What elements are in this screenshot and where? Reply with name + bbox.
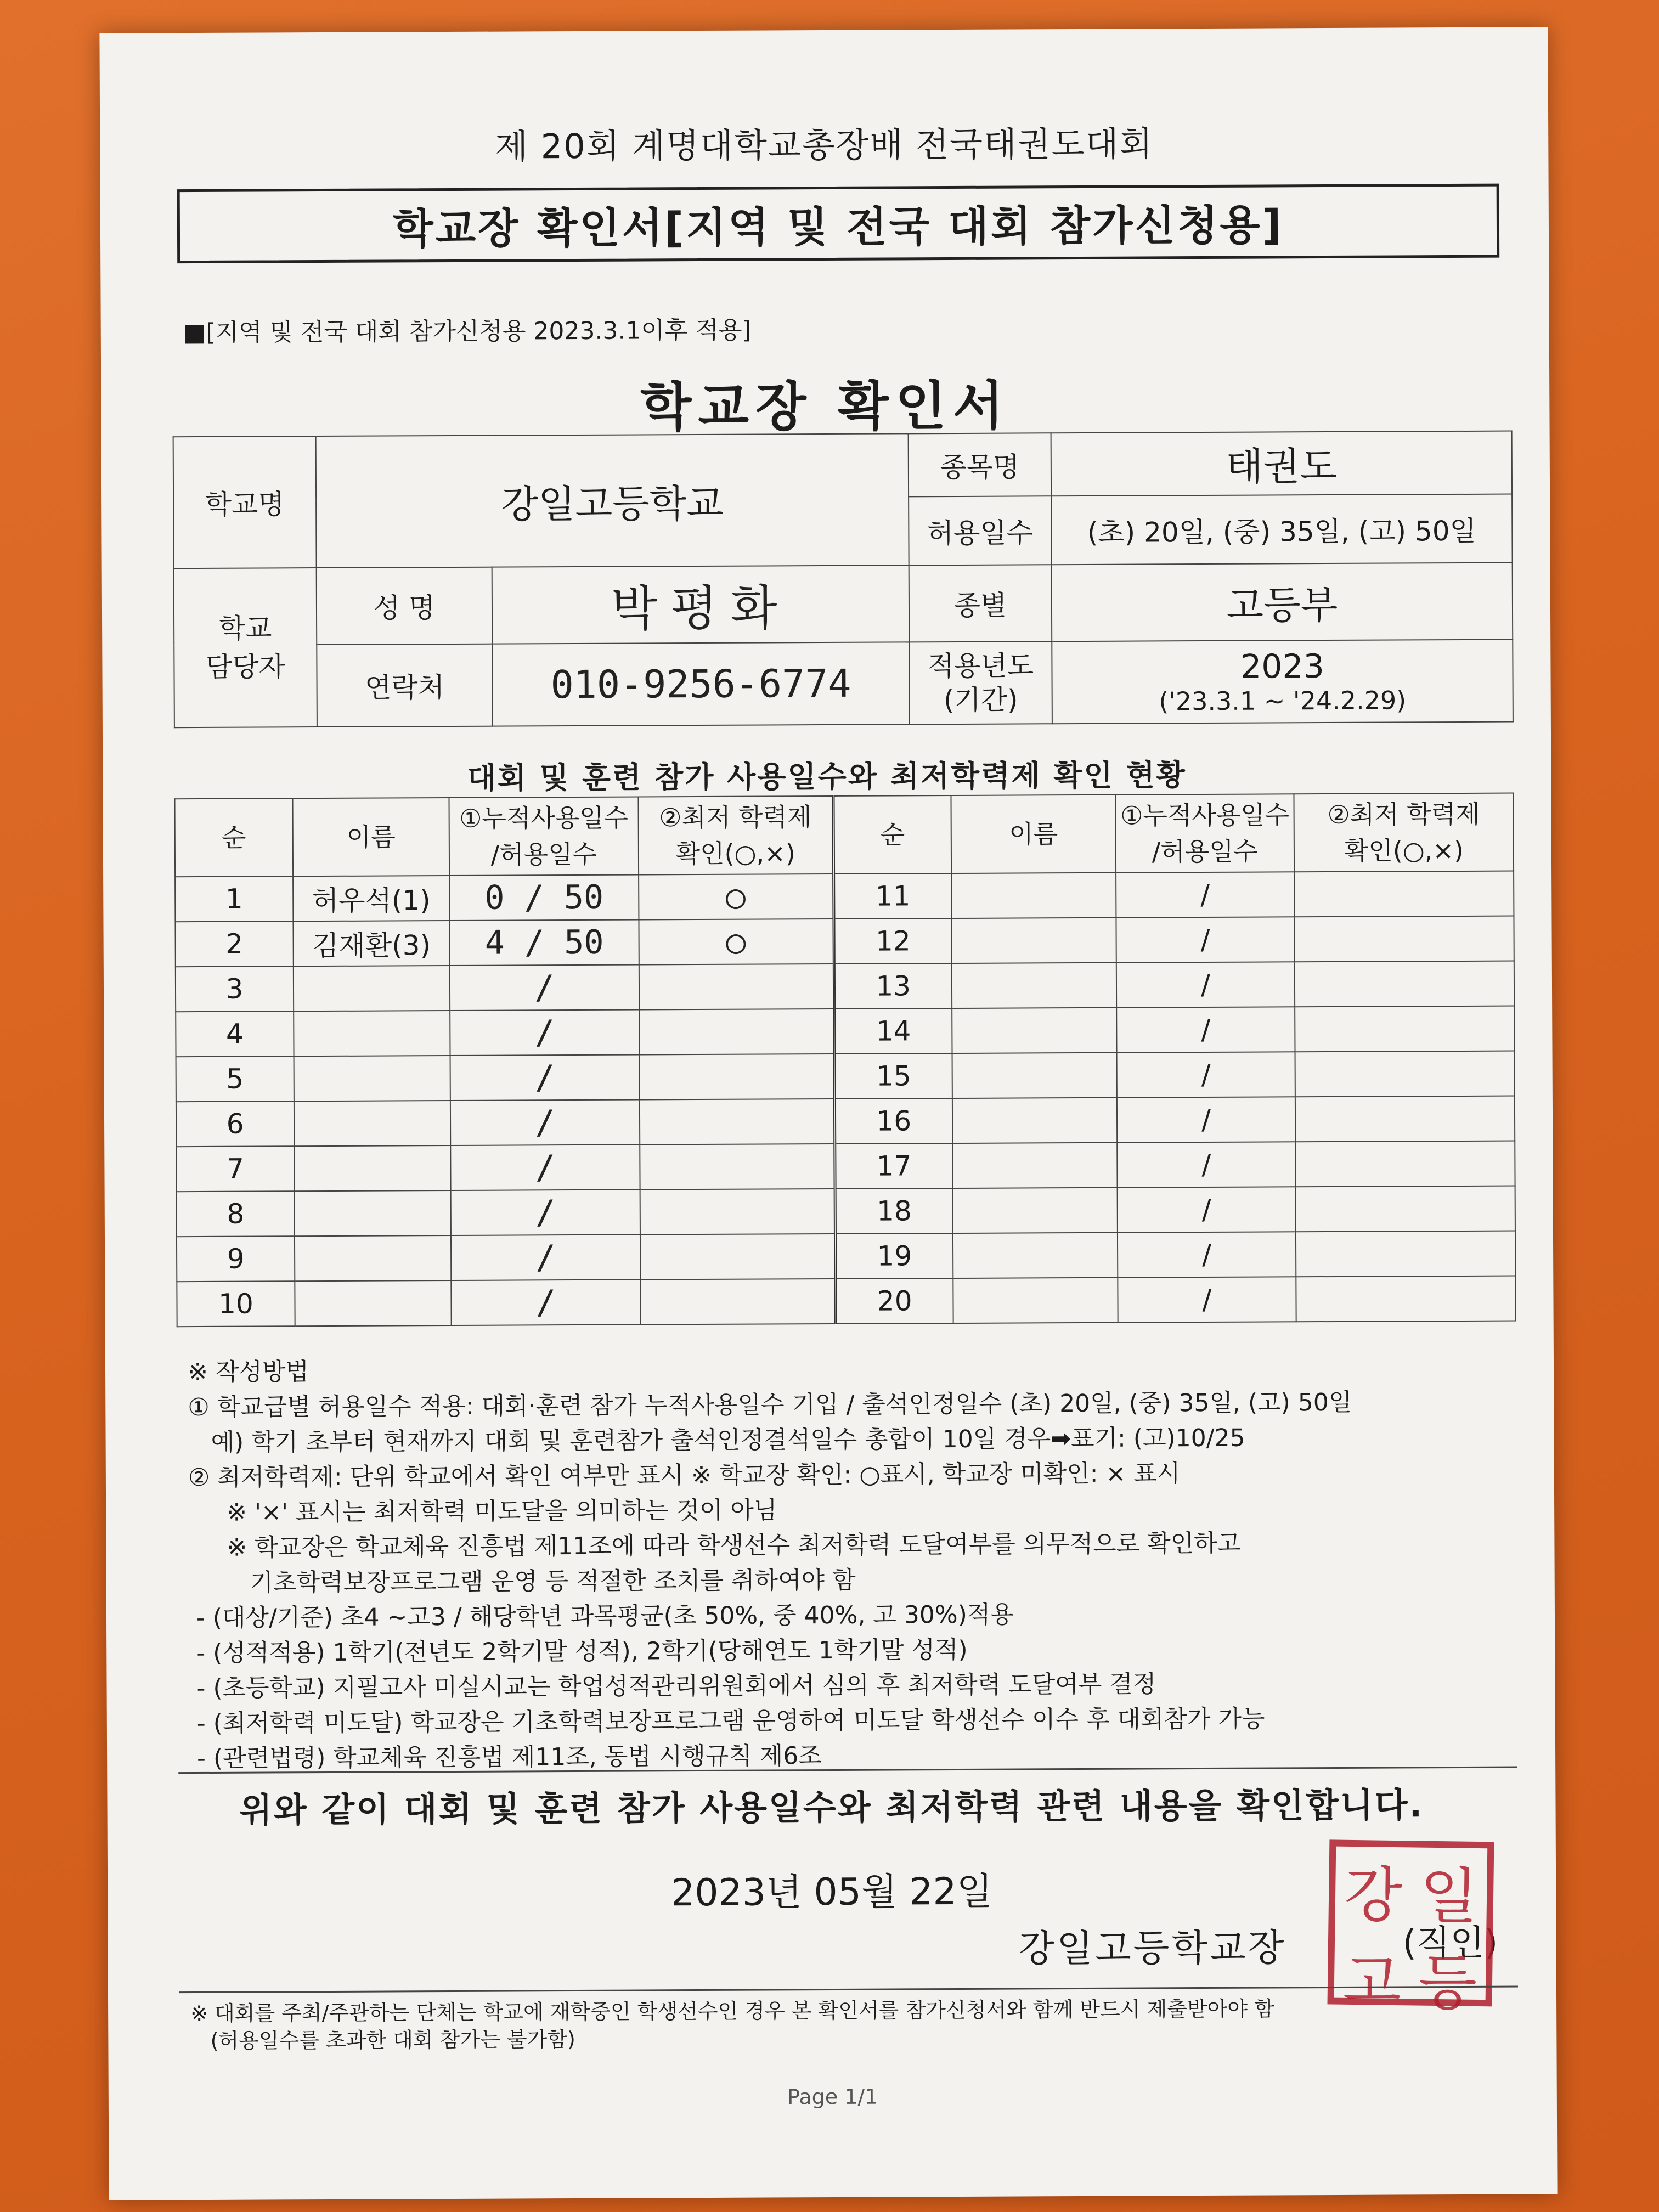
min-academic-check — [640, 1099, 834, 1145]
min-academic-check — [640, 1054, 834, 1100]
participation-status-table — [174, 793, 1516, 1328]
min-academic-check — [640, 1234, 835, 1280]
event-title: 제 20회 계명대학교총장배 전국태권도대회 — [495, 123, 1154, 167]
student-name — [294, 1101, 450, 1146]
row-number: 19 — [835, 1233, 953, 1279]
writing-method-notes — [188, 1350, 1506, 1776]
principal-signature: 강일고등학교장 — [1018, 1926, 1286, 1971]
method-line: ① 학교급별 허용일수 적용: 대회·훈련 참가 누적사용일수 기입 / 출석인정일수 (초) 20일, (중) 35일, (고) 50일 — [188, 1388, 1352, 1422]
student-name — [953, 1278, 1118, 1323]
header-name-left: 이름 — [292, 798, 449, 876]
student-name: 김재환(3) — [293, 921, 449, 966]
days-used: / — [1116, 917, 1294, 962]
row-number: 8 — [177, 1191, 295, 1237]
row-number: 5 — [176, 1056, 294, 1102]
student-name — [952, 1053, 1117, 1098]
document-sheet — [99, 27, 1557, 2200]
manager-name-value: 박평화 — [492, 565, 910, 644]
method-line: - (최저학력 미도달) 학교장은 기초학력보장프로그램 운영하여 미도달 학생선수 이수 후 대회참가 가능 — [189, 1705, 1265, 1738]
header-days-right: ①누적사용일수 /허용일수 — [1115, 794, 1294, 872]
header-no-left: 순 — [174, 798, 293, 877]
min-academic-check — [639, 1009, 834, 1055]
method-line: ② 최저학력제: 단위 학교에서 확인 여부만 표시 ※ 학교장 확인: ○표시, 학교장 미확인: × 표시 — [188, 1459, 1181, 1492]
allowed-days-label: 허용일수 — [909, 496, 1052, 565]
confirmation-date: 2023년 05월 22일 — [670, 1870, 993, 1915]
row-number: 17 — [834, 1143, 952, 1189]
row-number: 3 — [176, 966, 294, 1012]
min-academic-check — [1294, 916, 1514, 962]
days-used: / — [451, 1189, 640, 1235]
min-academic-check — [1295, 1141, 1515, 1187]
year-value: 2023 — [1240, 647, 1324, 686]
method-line: ※ 작성방법 — [187, 1358, 309, 1387]
manager-name-label: 성 명 — [317, 567, 493, 645]
days-used: / — [1116, 1007, 1295, 1052]
days-used: / — [1116, 962, 1295, 1007]
allowed-days-value: (초) 20일, (중) 35일, (고) 50일 — [1051, 494, 1513, 565]
footnote — [190, 1994, 1507, 2055]
row-number: 15 — [834, 1053, 952, 1099]
min-academic-check — [1295, 1006, 1514, 1052]
student-name — [952, 1143, 1117, 1188]
row-number: 14 — [834, 1008, 952, 1054]
student-name — [953, 1188, 1118, 1233]
method-line: - (관련법령) 학교체육 진흥법 제11조, 동법 시행규칙 제6조 — [189, 1742, 822, 1773]
divider — [179, 1986, 1518, 1994]
min-academic-check — [640, 1279, 835, 1325]
days-used: / — [1117, 1052, 1295, 1097]
method-line: 기초학력보장프로그램 운영 등 적절한 조치를 취하여야 함 — [188, 1566, 856, 1598]
student-name — [294, 966, 450, 1011]
method-line: - (대상/기준) 초4 ~고3 / 해당학년 과목평균(초 50%, 중 40%, 고 30%)적용 — [188, 1600, 1014, 1633]
row-number: 11 — [833, 873, 951, 919]
school-info-table — [173, 431, 1514, 729]
min-academic-check — [1296, 1231, 1515, 1277]
student-name — [295, 1280, 451, 1326]
method-line: ※ 학교장은 학교체육 진흥법 제11조에 따라 학생선수 최저학력 도달여부를 의무적으로 확인하고 — [188, 1529, 1241, 1562]
school-name-label: 학교명 — [173, 436, 317, 568]
method-lines — [188, 1350, 1506, 1776]
student-name — [295, 1235, 451, 1281]
table-row — [176, 1096, 1515, 1147]
days-used: / — [451, 1234, 640, 1280]
table-row — [176, 1141, 1515, 1192]
min-academic-check: ○ — [639, 919, 833, 965]
seal-label: (직인) — [1402, 1922, 1498, 1964]
days-used: / — [1118, 1277, 1296, 1322]
confirmation-statement: 위와 같이 대회 및 훈련 참가 사용일수와 최저학력 관련 내용을 확인합니다. — [239, 1785, 1424, 1830]
student-name — [952, 1098, 1117, 1143]
table-row — [177, 1231, 1515, 1282]
table-row — [177, 1276, 1515, 1327]
table-row — [175, 916, 1514, 967]
seal-char: 강 — [1344, 1859, 1403, 1931]
min-academic-check — [1296, 1186, 1515, 1232]
days-used: / — [450, 1055, 640, 1101]
student-name — [295, 1190, 451, 1236]
category-value: 고등부 — [1052, 563, 1513, 642]
table-row — [175, 871, 1514, 922]
document-box-title: 학교장 확인서[지역 및 전국 대회 참가신청용] — [177, 184, 1500, 264]
seal-char: 일 — [1419, 1860, 1479, 1932]
student-name — [294, 1011, 450, 1056]
days-used: / — [1118, 1187, 1296, 1232]
student-name — [294, 1056, 450, 1101]
row-number: 4 — [176, 1011, 294, 1057]
min-academic-check — [640, 1144, 834, 1190]
footnote-line: (허용일수를 초과한 대회 참가는 불가함) — [190, 2027, 575, 2053]
row-number: 2 — [175, 921, 293, 967]
seal-char: 고 — [1342, 1946, 1402, 2018]
days-used: / — [450, 965, 639, 1011]
manager-label: 학교 담당자 — [174, 568, 317, 727]
student-name — [952, 1008, 1116, 1053]
header-days-left: ①누적사용일수 /허용일수 — [449, 797, 639, 876]
table-row — [176, 1006, 1514, 1057]
row-number: 6 — [176, 1101, 294, 1147]
header-min-right: ②최저 학력제 확인(○,×) — [1294, 793, 1514, 872]
year-label: 적용년도 (기간) — [909, 641, 1052, 724]
header-no-right: 순 — [833, 795, 951, 874]
student-name — [952, 963, 1116, 1008]
seal-char: 등 — [1418, 1947, 1477, 2018]
footnote-line: ※ 대회를 주최/주관하는 단체는 학교에 재학중인 학생선수인 경우 본 확인서를 참가신청서와 함께 반드시 제출받아야 함 — [190, 1996, 1274, 2026]
student-name — [951, 918, 1116, 963]
days-used: / — [451, 1279, 640, 1325]
days-used: / — [450, 1100, 640, 1146]
student-name: 허우석(1) — [293, 876, 449, 921]
table-row — [176, 961, 1514, 1012]
row-number: 10 — [177, 1281, 295, 1327]
row-number: 7 — [176, 1146, 294, 1192]
method-line: 예) 학기 초부터 현재까지 대회 및 훈련참가 출석인정결석일수 총합이 10일 경우➡표기: (고)10/25 — [188, 1424, 1245, 1457]
row-number: 12 — [833, 918, 951, 964]
row-number: 20 — [835, 1278, 953, 1324]
applicability-note: ■[지역 및 전국 대회 참가신청용 2023.3.1이후 적용] — [183, 316, 752, 347]
row-number: 1 — [175, 876, 293, 922]
min-academic-check — [1295, 961, 1514, 1007]
days-used: / — [1118, 1232, 1296, 1277]
method-line: ※ '×' 표시는 최저학력 미도달을 의미하는 것이 아님 — [188, 1496, 777, 1527]
status-title: 대회 및 훈련 참가 사용일수와 최저학력제 확인 현황 — [467, 758, 1187, 795]
days-used: 0 / 50 — [449, 875, 639, 921]
days-used: 4 / 50 — [449, 920, 639, 966]
student-name — [951, 873, 1116, 918]
main-title: 학교장 확인서 — [640, 375, 1011, 438]
min-academic-check — [640, 1189, 835, 1235]
period-value: ('23.3.1 ~ '24.2.29) — [1159, 685, 1407, 716]
contact-value: 010-9256-6774 — [492, 642, 910, 726]
page-number: Page 1/1 — [787, 2084, 878, 2109]
school-name-value: 강일고등학교 — [316, 433, 909, 568]
student-name — [294, 1146, 450, 1191]
days-used: / — [450, 1145, 640, 1191]
min-academic-check — [1294, 871, 1514, 917]
min-academic-check — [1295, 1051, 1515, 1097]
method-line: - (초등학교) 지필고사 미실시교는 학업성적관리위원회에서 심의 후 최저학력 도달여부 결정 — [189, 1670, 1156, 1703]
row-number: 16 — [834, 1098, 952, 1144]
min-academic-check — [1295, 1096, 1515, 1142]
header-min-left: ②최저 학력제 확인(○,×) — [638, 796, 833, 875]
min-academic-check: ○ — [639, 874, 833, 920]
method-line: - (성적적용) 1학기(전년도 2학기말 성적), 2학기(당해연도 1학기말 성적) — [189, 1635, 968, 1668]
official-seal-stamp — [1327, 1839, 1494, 2018]
min-academic-check — [639, 964, 834, 1010]
sport-label: 종목명 — [909, 433, 1051, 496]
table-row — [177, 1186, 1515, 1237]
days-used: / — [1117, 1142, 1295, 1187]
contact-label: 연락처 — [317, 644, 493, 727]
header-name-right: 이름 — [951, 795, 1116, 873]
student-name — [953, 1233, 1118, 1278]
days-used: / — [450, 1010, 639, 1056]
sport-value: 태권도 — [1051, 431, 1512, 496]
min-academic-check — [1296, 1276, 1515, 1322]
days-used: / — [1116, 872, 1294, 917]
category-label: 종별 — [909, 565, 1052, 642]
row-number: 18 — [835, 1188, 953, 1234]
days-used: / — [1117, 1097, 1295, 1142]
year-cell — [1052, 640, 1513, 724]
table-row — [176, 1051, 1515, 1102]
row-number: 13 — [834, 963, 952, 1009]
row-number: 9 — [177, 1236, 295, 1282]
